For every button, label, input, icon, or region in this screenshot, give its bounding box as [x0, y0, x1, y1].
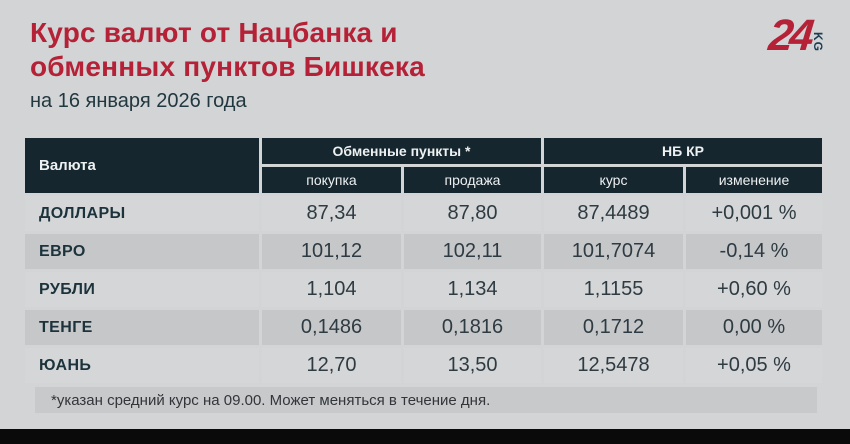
table-cell-sell: 87,80 [404, 196, 541, 231]
table-row-currency-name: ЕВРО [25, 234, 259, 269]
currency-rates-table [25, 138, 822, 383]
table-cell-rate: 0,1712 [544, 310, 683, 345]
logo-kg-text: KG [811, 32, 825, 52]
footnote-band [35, 387, 817, 413]
column-group-nbkr: НБ КР [544, 138, 822, 164]
footnote-text: *указан средний курс на 09.00. Может меняться в течение дня. [51, 391, 491, 409]
table-row-currency-name: ТЕНГЕ [25, 310, 259, 345]
table-cell-rate: 87,4489 [544, 196, 683, 231]
logo-24-text: 24 [766, 11, 813, 60]
column-subheader-rate: курс [544, 167, 683, 193]
table-cell-sell: 13,50 [404, 348, 541, 383]
column-header-currency: Валюта [25, 138, 259, 193]
table-row-currency-name: РУБЛИ [25, 272, 259, 307]
table-cell-change: -0,14 % [686, 234, 822, 269]
table-cell-sell: 1,134 [404, 272, 541, 307]
table-cell-buy: 0,1486 [262, 310, 401, 345]
page-title-line1: Курс валют от Нацбанка и [30, 17, 398, 48]
table-cell-sell: 102,11 [404, 234, 541, 269]
table-cell-sell: 0,1816 [404, 310, 541, 345]
column-subheader-change: изменение [686, 167, 822, 193]
page-title-line2: обменных пунктов Бишкека [30, 51, 425, 82]
bottom-bar [0, 429, 850, 444]
table-row-currency-name: ДОЛЛАРЫ [25, 196, 259, 231]
table-cell-rate: 12,5478 [544, 348, 683, 383]
table-cell-change: +0,001 % [686, 196, 822, 231]
column-subheader-buy: покупка [262, 167, 401, 193]
table-cell-change: +0,60 % [686, 272, 822, 307]
column-group-exchange-points: Обменные пункты * [262, 138, 541, 164]
table-cell-buy: 12,70 [262, 348, 401, 383]
table-row-currency-name: ЮАНЬ [25, 348, 259, 383]
page-title [30, 16, 425, 84]
table-cell-rate: 1,1155 [544, 272, 683, 307]
table-cell-buy: 87,34 [262, 196, 401, 231]
table-cell-buy: 1,104 [262, 272, 401, 307]
date-subtitle: на 16 января 2026 года [30, 90, 247, 112]
table-cell-rate: 101,7074 [544, 234, 683, 269]
logo-24kg [766, 11, 825, 60]
table-cell-buy: 101,12 [262, 234, 401, 269]
table-cell-change: 0,00 % [686, 310, 822, 345]
table-cell-change: +0,05 % [686, 348, 822, 383]
column-subheader-sell: продажа [404, 167, 541, 193]
